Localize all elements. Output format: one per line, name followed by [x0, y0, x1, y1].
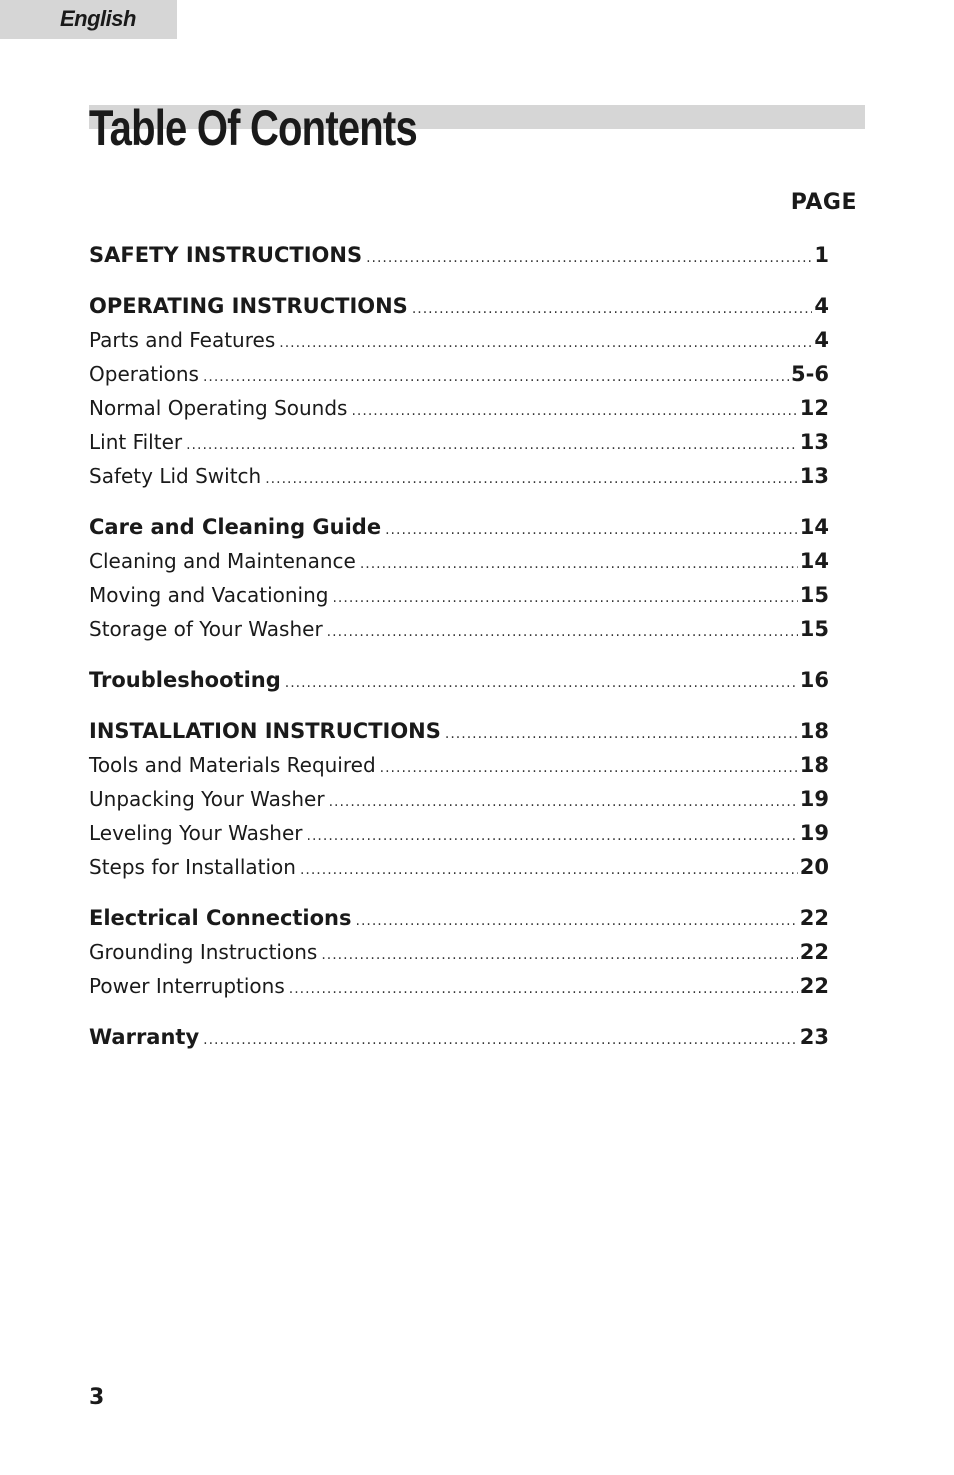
toc-dot-leader — [366, 241, 812, 275]
toc-item-row — [89, 391, 829, 425]
toc-entry-page: 23 — [799, 1025, 829, 1049]
toc-entry-label: Cleaning and Maintenance — [89, 549, 356, 573]
toc-entry-page: 1 — [814, 243, 829, 267]
toc-entry-label: Parts and Features — [89, 328, 276, 352]
toc-entry-page: 5-6 — [791, 362, 829, 386]
toc-dot-leader — [203, 360, 789, 394]
toc-section-row — [89, 663, 829, 697]
table-of-contents — [89, 238, 829, 1054]
toc-item-row — [89, 748, 829, 782]
toc-dot-leader — [300, 853, 798, 887]
toc-entry-label: Power Interruptions — [89, 974, 285, 998]
toc-item-row — [89, 782, 829, 816]
toc-dot-leader — [265, 462, 798, 496]
toc-entry-page: 20 — [799, 855, 829, 879]
toc-entry-page: 22 — [799, 940, 829, 964]
toc-dot-leader — [329, 785, 798, 819]
toc-dot-leader — [412, 292, 813, 326]
toc-item-row — [89, 357, 829, 391]
toc-dot-leader — [445, 717, 798, 751]
toc-dot-leader — [203, 1023, 798, 1057]
toc-entry-label: Care and Cleaning Guide — [89, 515, 382, 539]
page-column-heading: PAGE — [790, 190, 857, 215]
toc-entry-page: 15 — [799, 617, 829, 641]
toc-dot-leader — [289, 972, 798, 1006]
toc-dot-leader — [332, 581, 797, 615]
toc-item-row — [89, 459, 829, 493]
toc-entry-page: 13 — [799, 430, 829, 454]
toc-entry-label: Safety Lid Switch — [89, 464, 262, 488]
toc-entry-page: 12 — [799, 396, 829, 420]
toc-entry-label: Warranty — [89, 1025, 200, 1049]
toc-dot-leader — [307, 819, 798, 853]
toc-entry-page: 13 — [799, 464, 829, 488]
toc-dot-leader — [285, 666, 798, 700]
toc-entry-label: Lint Filter — [89, 430, 183, 454]
toc-entry-label: Troubleshooting — [89, 668, 281, 692]
toc-dot-leader — [360, 547, 798, 581]
toc-entry-page: 19 — [799, 787, 829, 811]
toc-item-row — [89, 850, 829, 884]
language-tab: English — [0, 0, 177, 39]
toc-dot-leader — [380, 751, 798, 785]
toc-entry-page: 15 — [799, 583, 829, 607]
toc-item-row — [89, 612, 829, 646]
toc-entry-page: 16 — [799, 668, 829, 692]
toc-entry-page: 18 — [799, 719, 829, 743]
toc-item-row — [89, 323, 829, 357]
toc-section-row — [89, 510, 829, 544]
toc-dot-leader — [186, 428, 798, 462]
toc-entry-page: 4 — [814, 328, 829, 352]
toc-section-row — [89, 901, 829, 935]
toc-entry-label: OPERATING INSTRUCTIONS — [89, 294, 408, 318]
toc-item-row — [89, 578, 829, 612]
page-number: 3 — [89, 1385, 105, 1410]
toc-dot-leader — [321, 938, 797, 972]
toc-entry-label: Tools and Materials Required — [89, 753, 376, 777]
page-title: Table Of Contents — [89, 100, 417, 156]
toc-entry-label: Normal Operating Sounds — [89, 396, 348, 420]
toc-dot-leader — [385, 513, 798, 547]
toc-item-row — [89, 425, 829, 459]
toc-item-row — [89, 935, 829, 969]
toc-item-row — [89, 816, 829, 850]
toc-dot-leader — [279, 326, 812, 360]
toc-dot-leader — [327, 615, 798, 649]
toc-entry-label: Grounding Instructions — [89, 940, 318, 964]
toc-entry-label: Moving and Vacationing — [89, 583, 329, 607]
toc-item-row — [89, 544, 829, 578]
toc-entry-label: Steps for Installation — [89, 855, 296, 879]
toc-entry-label: SAFETY INSTRUCTIONS — [89, 243, 363, 267]
toc-item-row — [89, 969, 829, 1003]
toc-entry-page: 4 — [814, 294, 829, 318]
toc-entry-label: Operations — [89, 362, 199, 386]
toc-entry-page: 14 — [799, 515, 829, 539]
toc-entry-label: Unpacking Your Washer — [89, 787, 325, 811]
toc-entry-page: 18 — [799, 753, 829, 777]
toc-entry-page: 22 — [799, 974, 829, 998]
toc-section-row — [89, 714, 829, 748]
toc-section-row — [89, 238, 829, 272]
toc-entry-label: INSTALLATION INSTRUCTIONS — [89, 719, 441, 743]
toc-entry-page: 19 — [799, 821, 829, 845]
toc-entry-label: Leveling Your Washer — [89, 821, 303, 845]
toc-entry-page: 22 — [799, 906, 829, 930]
toc-dot-leader — [351, 394, 797, 428]
toc-dot-leader — [356, 904, 798, 938]
toc-entry-page: 14 — [799, 549, 829, 573]
toc-section-row — [89, 289, 829, 323]
toc-entry-label: Storage of Your Washer — [89, 617, 323, 641]
toc-entry-label: Electrical Connections — [89, 906, 352, 930]
toc-section-row — [89, 1020, 829, 1054]
